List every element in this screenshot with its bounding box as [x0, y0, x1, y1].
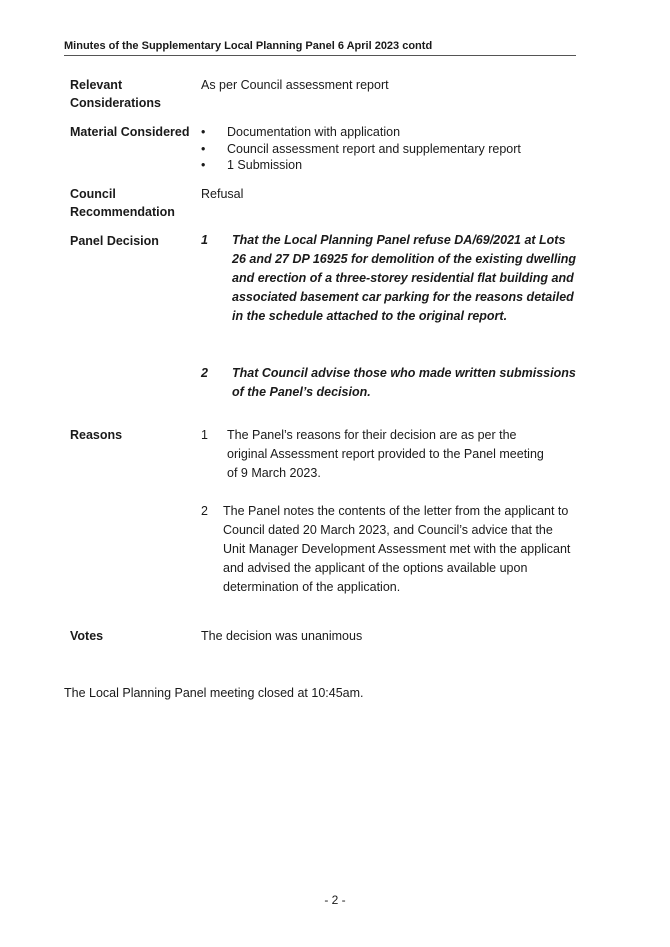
page-number: - 2 -	[324, 893, 346, 907]
recommendation-label-line2: Recommendation	[70, 205, 175, 219]
council-recommendation-label	[70, 185, 175, 221]
relevant-label-line2: Considerations	[70, 96, 161, 110]
council-recommendation-value: Refusal	[201, 187, 244, 201]
relevant-label-line1: Relevant	[70, 78, 123, 92]
votes-value: The decision was unanimous	[201, 629, 363, 643]
reason-number: 2	[201, 504, 208, 518]
recommendation-label-line1: Council	[70, 187, 116, 201]
closing-statement: The Local Planning Panel meeting closed at 10:45am.	[64, 686, 364, 700]
bullet-icon: •	[201, 141, 206, 156]
reason-text: The Panel notes the contents of the letter from the applicant to Council dated 20 March 2023, and Council’s advice that the Unit Manager Development Assessment met with the applicant and advised the applicant of the options available upon determination of the application.	[223, 504, 571, 594]
decision-text: That the Local Planning Panel refuse DA/69/2021 at Lots 26 and 27 DP 16925 for demolition of the existing dwelling and erection of a three-storey residential flat building and associated basement car parking for the reasons detailed in the schedule attached to the original report.	[232, 233, 577, 323]
page-header: Minutes of the Supplementary Local Planning Panel 6 April 2023 contd	[64, 40, 576, 56]
relevant-considerations-label	[70, 76, 161, 112]
material-item: Documentation with application	[227, 125, 401, 139]
votes-label: Votes	[70, 629, 104, 643]
material-item: 1 Submission	[227, 158, 303, 172]
decision-number: 1	[201, 233, 208, 247]
panel-decision-label: Panel Decision	[70, 234, 159, 248]
material-considered-label: Material Considered	[70, 125, 190, 139]
decision-text: That Council advise those who made written submissions of the Panel’s decision.	[232, 366, 576, 399]
material-item: Council assessment report and supplementary report	[227, 141, 521, 156]
reasons-label: Reasons	[70, 428, 123, 442]
bullet-icon: •	[201, 158, 206, 172]
decision-number: 2	[201, 366, 208, 380]
relevant-considerations-value: As per Council assessment report	[201, 78, 389, 92]
reason-text: The Panel’s reasons for their decision are as per the original Assessment report provided to the Panel meeting of 9 March 2023.	[227, 428, 544, 480]
bullet-icon: •	[201, 125, 206, 139]
reason-number: 1	[201, 428, 208, 442]
